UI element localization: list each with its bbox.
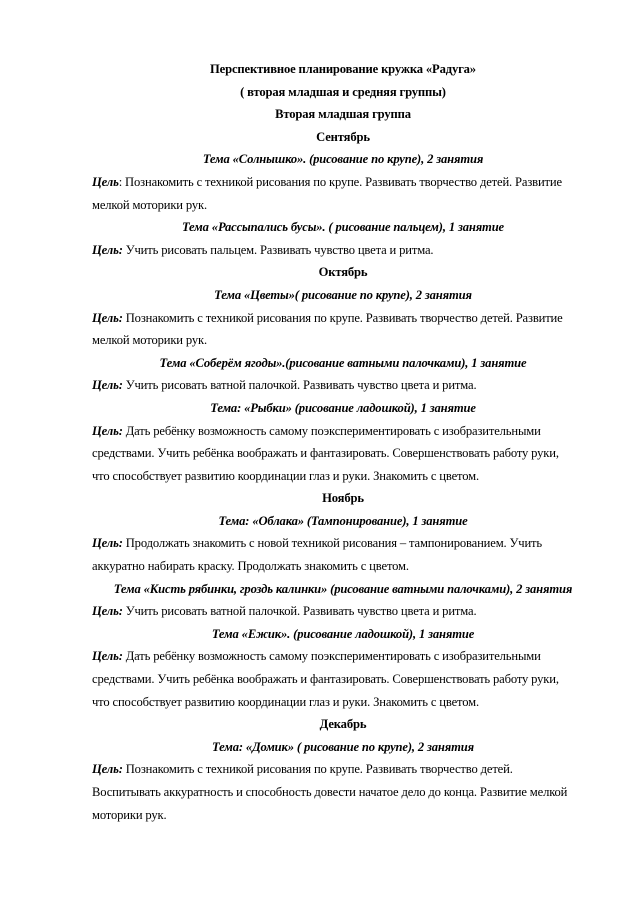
month-heading: Ноябрь	[322, 491, 364, 506]
goal-text: Учить рисовать ватной палочкой. Развивать чувство цвета и ритма.	[122, 378, 477, 393]
goal-text: Учить рисовать ватной палочкой. Развивать чувство цвета и ритма.	[122, 604, 477, 619]
goal-continuation: Воспитывать аккуратность и способность довести начатое дело до конца. Развитие мелкой	[92, 785, 568, 799]
goal-label: Цель:	[92, 310, 123, 325]
goal-text: Продолжать знакомить с новой техникой рисования – тампонированием. Учить	[122, 536, 543, 551]
goal-text: Дать ребёнку возможность самому поэкспериментировать с изобразительными	[122, 423, 541, 438]
month-heading: Декабрь	[319, 717, 367, 732]
goal-line	[92, 758, 594, 781]
topic-block	[92, 148, 594, 216]
topic-title: Тема: «Облака» (Тампонирование), 1 занятие	[218, 513, 468, 528]
topic-block	[92, 510, 594, 578]
goal-label: Цель	[92, 174, 119, 189]
goal-continuation: что способствует развитию координации глаз и руки. Знакомить с цветом.	[92, 694, 479, 709]
document-title: Перспективное планирование кружка «Радуга»	[210, 62, 476, 76]
goal-line	[92, 171, 594, 194]
month-section-september	[92, 126, 594, 262]
goal-line	[92, 645, 594, 668]
goal-continuation: моторики рук.	[92, 807, 167, 822]
topic-block	[92, 623, 594, 713]
goal-label: Цель:	[92, 762, 123, 777]
goal-line	[92, 600, 594, 623]
goal-continuation: мелкой моторики рук.	[92, 333, 207, 348]
goal-label: Цель:	[92, 378, 123, 393]
month-heading: Сентябрь	[316, 129, 370, 144]
goal-label: Цель:	[92, 242, 123, 257]
goal-text: Учить рисовать пальцем. Развивать чувство цвета и ритма.	[122, 242, 434, 257]
document-subtitle: ( вторая младшая и средняя группы)	[240, 84, 446, 99]
month-section-october	[92, 261, 594, 487]
goal-line	[92, 307, 594, 330]
goal-text: Познакомить с техникой рисования по крупе. Развивать творчество детей.	[122, 762, 513, 777]
month-section-december	[92, 713, 594, 826]
goal-continuation: аккуратно набирать краску. Продолжать знакомить с цветом.	[92, 559, 409, 574]
goal-text: Дать ребёнку возможность самому поэкспериментировать с изобразительными	[122, 649, 541, 664]
topic-block	[92, 284, 594, 352]
topic-title: Тема: «Рыбки» (рисование ладошкой), 1 занятие	[210, 400, 476, 415]
goal-line	[92, 420, 594, 443]
goal-line	[92, 374, 594, 397]
group-heading: Вторая младшая группа	[275, 107, 411, 122]
topic-block	[92, 352, 594, 397]
goal-line	[92, 239, 594, 262]
topic-block	[92, 578, 594, 623]
topic-title: Тема «Ежик». (рисование ладошкой), 1 занятие	[211, 626, 475, 641]
topic-block	[92, 397, 594, 487]
goal-label: Цель:	[92, 423, 123, 438]
goal-separator: :	[118, 174, 123, 189]
topic-block	[92, 216, 594, 261]
goal-label: Цель:	[92, 649, 123, 664]
goal-label: Цель:	[92, 536, 123, 551]
month-heading: Октябрь	[318, 265, 368, 280]
month-section-november	[92, 487, 594, 713]
topic-title: Тема «Солнышко». (рисование по крупе), 2 занятия	[202, 152, 484, 167]
topic-title: Тема: «Домик» ( рисование по крупе), 2 занятия	[212, 739, 474, 754]
goal-continuation: что способствует развитию координации глаз и руки. Знакомить с цветом.	[92, 468, 479, 483]
goal-continuation: средствами. Учить ребёнка воображать и фантазировать. Совершенствовать работу руки,	[92, 672, 559, 687]
goal-continuation: средствами. Учить ребёнка воображать и фантазировать. Совершенствовать работу руки,	[92, 446, 559, 461]
topic-block	[92, 736, 594, 826]
topic-title: Тема «Кисть рябинки, гроздь калинки» (рисование ватными палочками), 2 занятия	[113, 581, 573, 596]
topic-title: Тема «Рассыпались бусы». ( рисование пальцем), 1 занятие	[181, 220, 505, 235]
topic-title: Тема «Соберём ягоды».(рисование ватными палочками), 1 занятие	[159, 355, 527, 370]
goal-label: Цель:	[92, 604, 123, 619]
goal-text: Познакомить с техникой рисования по крупе. Развивать творчество детей. Развитие	[122, 174, 562, 189]
goal-continuation: мелкой моторики рук.	[92, 197, 207, 212]
topic-title: Тема «Цветы»( рисование по крупе), 2 занятия	[214, 287, 472, 302]
goal-line	[92, 532, 594, 555]
goal-text: Познакомить с техникой рисования по крупе. Развивать творчество детей. Развитие	[122, 310, 563, 325]
